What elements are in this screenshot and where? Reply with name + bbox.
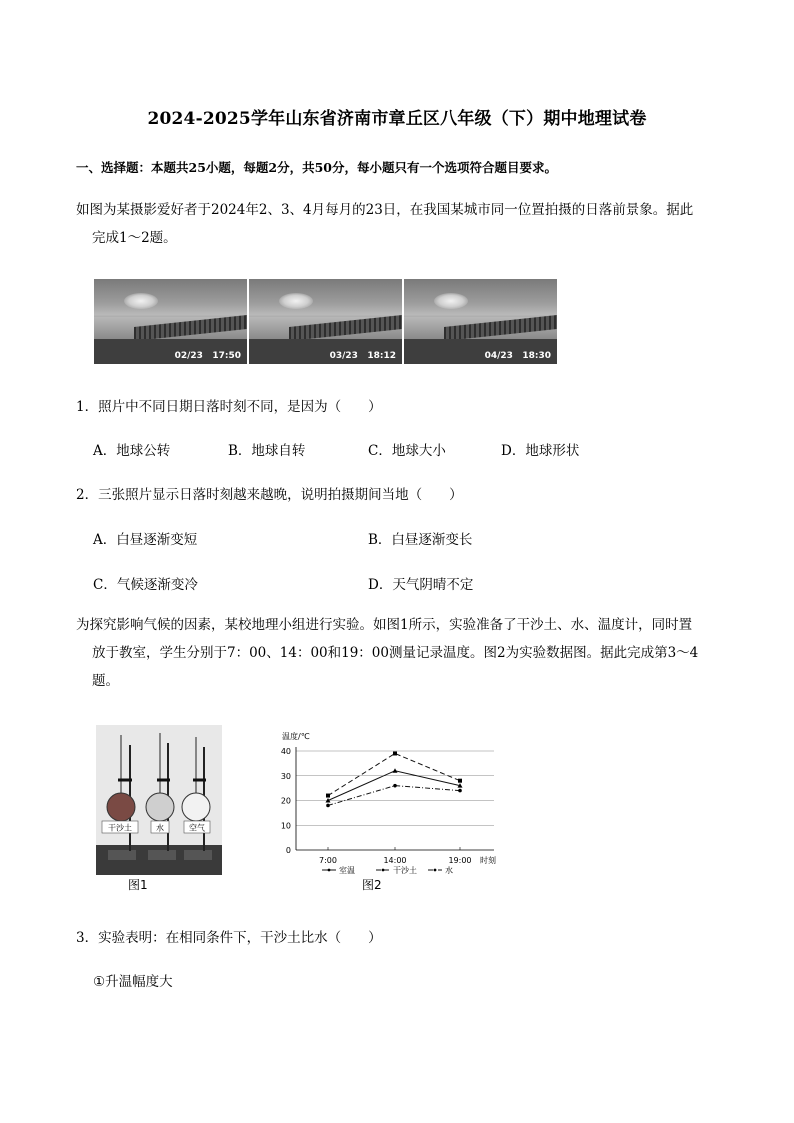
sunset-photo-1 [94,279,247,364]
legend-marker-0 [328,869,331,872]
apparatus-drawing [96,725,222,875]
q2-option-d: D．天气阴晴不定 [368,577,474,593]
q2-option-a: A．白昼逐渐变短 [93,532,198,548]
q3-item-1 [93,970,173,990]
flask-label-air: 空气 [189,823,205,833]
y-tick-label: 30 [280,771,291,781]
q1-option-a: A．地球公转 [93,443,171,459]
x-tick-label: 19:00 [448,856,472,865]
chart-legend [322,865,453,875]
temperature-chart [268,727,500,881]
q2-option-c: C．气候逐渐变冷 [93,577,198,593]
intro-paragraph-2 [76,611,726,695]
chart-grid [296,751,494,825]
data-point [393,784,397,788]
sunset-photo-2 [249,279,402,364]
page-title: 2024-2025学年山东省济南市章丘区八年级（下）期中地理试卷 [147,109,647,129]
y-tick-label: 0 [285,846,291,855]
chart-series [326,751,463,807]
series-line-2 [328,786,460,806]
data-point [458,789,462,793]
photo-1-caption: 02/23 17:50 [174,351,241,361]
q2-option-b: B．白昼逐渐变长 [368,532,473,548]
legend-marker-1 [382,869,385,872]
data-point [326,804,330,808]
data-point [393,751,397,755]
y-tick-label: 10 [280,821,291,831]
q3-item-1-text: 升温幅度大 [105,974,173,990]
intro-paragraph-1 [76,196,726,252]
section-heading: 一、选择题：本题共25小题，每题2分，共50分，每小题只有一个选项符合题目要求。 [76,160,557,175]
intro-1-line-2: 完成1～2题。 [92,230,177,246]
legend-marker-2 [434,869,437,872]
photo-2-caption: 03/23 18:12 [329,351,396,361]
x-tick-label: 14:00 [383,856,407,865]
legend-label-1: 干沙土 [393,866,417,875]
x-tick-label: 7:00 [319,856,337,865]
legend-label-2: 水 [445,866,453,875]
intro-2-line-1: 为探究影响气候的因素，某校地理小组进行实验。如图1所示，实验准备了干沙土、水、温度计，同时置 [76,617,693,633]
photo-3-caption: 04/23 18:30 [484,351,551,361]
x-axis-title: 时刻 [480,856,496,865]
legend-label-0: 室温 [339,866,355,875]
data-point [393,768,398,773]
intro-1-line-1: 如图为某摄影爱好者于2024年2、3、4月每月的23日，在我国某城市同一位置拍摄的日落前景象。据此 [76,202,694,218]
q1-option-d: D．地球形状 [501,443,580,459]
flask-label-sand: 干沙土 [108,823,132,833]
intro-2-line-2: 放于教室，学生分别于7：00、14：00和19：00测量记录温度。图2为实验数据图。据此完成第3～4 [92,645,699,661]
flask-label-water: 水 [156,823,164,833]
q1-option-c: C．地球大小 [368,443,446,459]
figure-2-label: 图2 [362,878,382,892]
figure-1-label: 图1 [128,878,148,892]
figure-1-apparatus [96,725,222,875]
data-point [458,779,462,783]
series-line-1 [328,753,460,795]
question-3-stem: 3．实验表明：在相同条件下，干沙土比水（ ） [76,930,382,946]
question-2-stem: 2．三张照片显示日落时刻越来越晚，说明拍摄期间当地（ ） [76,487,463,503]
q3-item-1-marker: ① [93,974,106,990]
y-axis-title: 温度/℃ [282,732,310,741]
sunset-photo-3 [404,279,557,364]
y-tick-label: 20 [280,796,291,806]
q1-option-b: B．地球自转 [228,443,306,459]
y-tick-label: 40 [280,747,291,756]
data-point [326,794,330,798]
question-1-stem: 1．照片中不同日期日落时刻不同，是因为（ ） [76,399,382,415]
intro-2-line-3: 题。 [92,673,119,689]
